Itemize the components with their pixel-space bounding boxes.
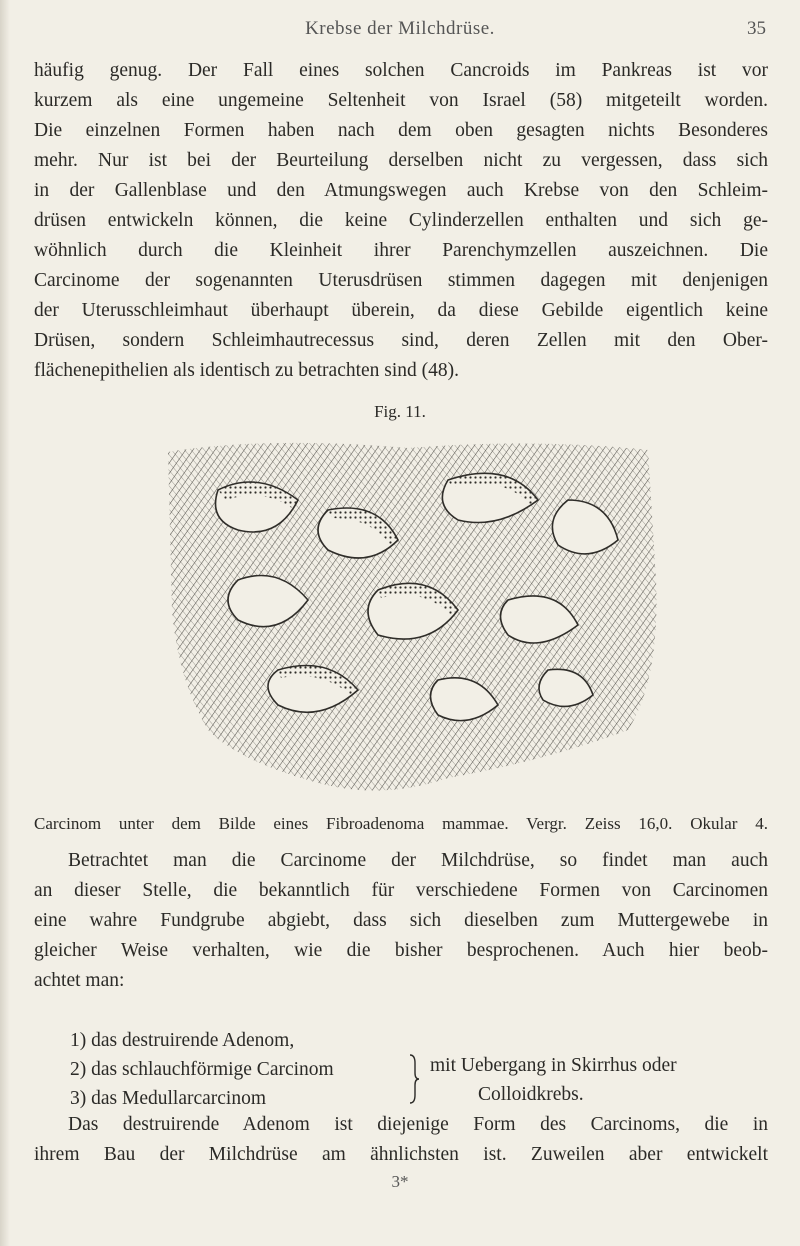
- list-item: 2) das schlauchförmige Carcinom: [70, 1059, 334, 1080]
- text-line: wöhnlich durch die Kleinheit ihrer Parenchymzellen auszeichnen. Die: [34, 240, 768, 261]
- text-line: Carcinome der sogenannten Uterusdrüsen stimmen dagegen mit denjenigen: [34, 270, 768, 291]
- page-header: [0, 18, 800, 48]
- paragraph-3: [34, 1110, 768, 1170]
- text-line: achtet man:: [34, 970, 125, 991]
- signature-mark: 3*: [391, 1172, 409, 1191]
- text-line: ihrem Bau der Milchdrüse am ähnlichsten ist. Zuweilen aber entwickelt: [34, 1144, 768, 1165]
- text-line: häufig genug. Der Fall eines solchen Cancroids im Pankreas ist vor: [34, 60, 768, 81]
- figure-label: Fig. 11.: [374, 402, 426, 421]
- paragraph-2: [34, 846, 768, 996]
- text-line: eine wahre Fundgrube abgiebt, dass sich dieselben zum Muttergewebe in: [34, 910, 768, 931]
- page-edge-shadow: [0, 0, 10, 1246]
- text-line: kurzem als eine ungemeine Seltenheit von Israel (58) mitgeteilt worden.: [34, 90, 768, 111]
- page-number: 35: [747, 18, 766, 39]
- paragraph-1: [34, 56, 768, 386]
- list-item: 3) das Medullarcarcinom: [70, 1088, 267, 1109]
- figure-caption: Carcinom unter dem Bilde eines Fibroadenoma mammae. Vergr. Zeiss 16,0. Okular 4.: [34, 814, 768, 833]
- text-line: drüsen entwickeln können, die keine Cylinderzellen enthalten und sich ge-: [34, 210, 768, 231]
- text-line: gleicher Weise verhalten, wie die bisher besprochenen. Auch hier beob-: [34, 940, 768, 961]
- right-brace: [408, 1053, 420, 1105]
- brace-note-line: mit Uebergang in Skirrhus oder: [430, 1055, 677, 1076]
- text-line: Das destruirende Adenom ist diejenige Form des Carcinoms, die in: [68, 1114, 768, 1135]
- text-line: Betrachtet man die Carcinome der Milchdrüse, so findet man auch: [68, 850, 768, 871]
- text-line: Drüsen, sondern Schleimhautrecessus sind, deren Zellen mit den Ober-: [34, 330, 768, 351]
- running-title: Krebse der Milchdrüse.: [305, 18, 495, 39]
- text-line: Die einzelnen Formen haben nach dem oben gesagten nichts Besonderes: [34, 120, 768, 141]
- text-line: in der Gallenblase und den Atmungswegen auch Krebse von den Schleim-: [34, 180, 768, 201]
- text-line: der Uterusschleimhaut überhaupt überein, da diese Gebilde eigentlich keine: [34, 300, 768, 321]
- text-line: flächenepithelien als identisch zu betrachten sind (48).: [34, 360, 460, 381]
- histology-illustration: [148, 430, 668, 810]
- text-line: mehr. Nur ist bei der Beurteilung derselben nicht zu vergessen, dass sich: [34, 150, 768, 171]
- list-item: 1) das destruirende Adenom,: [70, 1030, 295, 1051]
- brace-note-line: Colloidkrebs.: [478, 1084, 584, 1105]
- text-line: an dieser Stelle, die bekanntlich für verschiedene Formen von Carcinomen: [34, 880, 768, 901]
